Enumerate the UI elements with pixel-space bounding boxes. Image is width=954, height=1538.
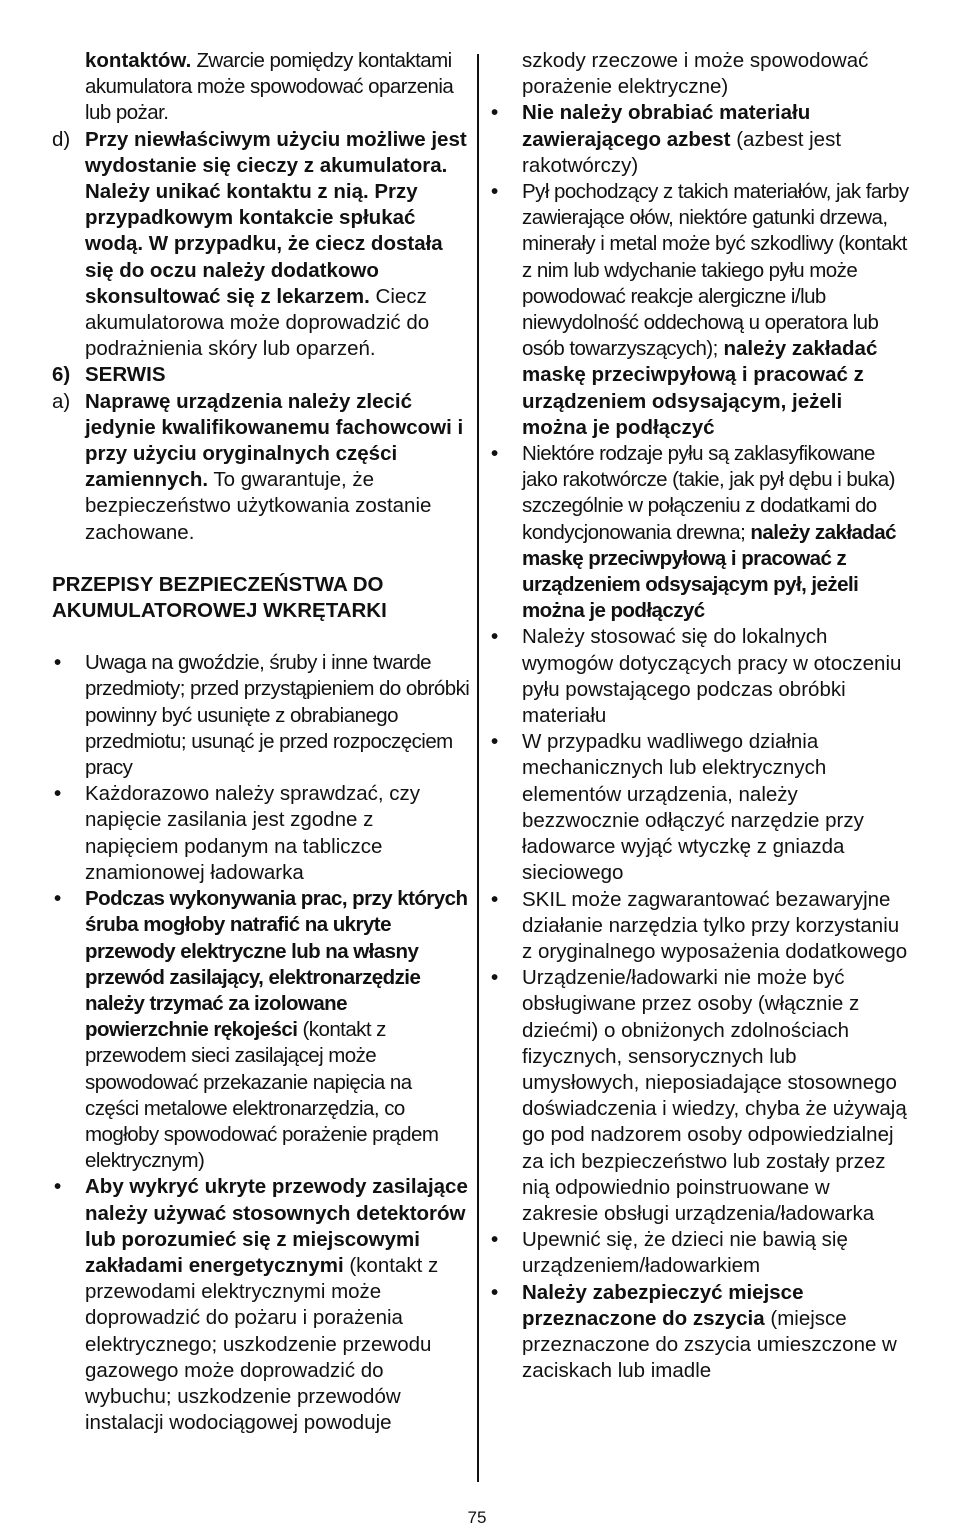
- body-text: W przypadku wadliwego działnia mechanicznych lub elektrycznych elementów urządzenia, należy bezzwocznie odłączyć narzędzie przy ładowarce wyjąć wtyczkę z gniazda sieciowego: [522, 730, 864, 885]
- list-item: [489, 179, 909, 441]
- body-text: Upewnić się, że dzieci nie bawią się urządzeniem/ładowarkiem: [522, 1228, 848, 1278]
- body-text: Pył pochodzący z takich materiałów, jak farby zawierające ołów, niektóre gatunki drzewa, minerały i metal może być szkodliwy (kontakt z nim lub wdychanie takiego pyłu może powodować reakcje alergiczne i/lub niewydolność oddechową u operatora lub osób towarzyszących);: [522, 180, 909, 361]
- body-text: SKIL może zagwarantować bezawaryjne działanie narzędzia tylko przy korzystaniu z oryginalnego wyposażenia dodatkowego: [522, 887, 908, 963]
- body-text: (miejsce przeznaczone do zszycia umieszczone w zaciskach lub imadle: [522, 1306, 897, 1383]
- body-text: To gwarantuje, że bezpieczeństwo użytkowania zostanie zachowane.: [85, 468, 432, 544]
- bullet-marker: •: [54, 887, 62, 911]
- paragraph-continued: [489, 48, 909, 100]
- bold-text: należy zakładać maskę przeciwpyłową i pracować z urządzeniem odsysającym pył, jeżeli można je podłączyć: [522, 520, 897, 623]
- body-text: (kontakt z przewodami elektrycznymi może doprowadzić do pożaru i porażenia elektrycznego; uszkodzenie przewodu gazowego może doprowadzić do wybuchu; uszkodzenie przewodów instalacji wodociągowej powoduje: [85, 1253, 439, 1435]
- bold-text: Naprawę urządzenia należy zlecić jedynie kwalifikowanemu fachowcowi i przy użyciu oryginalnych części zamiennych.: [85, 389, 464, 492]
- left-column: [52, 48, 470, 1436]
- body-text: Urządzenie/ładowarki nie może być obsługiwane przez osoby (włącznie z dziećmi) o obniżonych zdolnościach fizycznych, sensorycznych lub umysłowych, nieposiadające stosownego doświadczenia i wiedzy, chyba że używają go pod nadzorem osoby odpowiedzialnej za ich bezpieczeństwo lub zostały przez nią odpowiednio poinstruowane w zakresie obsługi urządzenia/ładowarka: [522, 966, 907, 1225]
- bullet-marker: •: [491, 966, 499, 990]
- body-text: szkody rzeczowe i może spowodować porażenie elektryczne): [522, 49, 869, 99]
- bold-text: Nie należy obrabiać materiału zawierającego azbest: [522, 101, 811, 151]
- list-item: [489, 965, 909, 1227]
- bullet-marker: •: [54, 1175, 62, 1199]
- bullet-marker: •: [54, 651, 62, 675]
- bold-text: Aby wykryć ukryte przewody zasilające należy używać stosownych detektorów lub porozumieć się z miejscowymi zakładami energetycznymi: [85, 1175, 468, 1277]
- list-item: [489, 1227, 909, 1279]
- list-item: [52, 650, 470, 781]
- body-text: (kontakt z przewodem sieci zasilającej może spowodować przekazanie napięcia na części metalowe elektronarzędzia, co mogłoby spowodować porażenie prądem elektrycznym): [85, 1018, 439, 1173]
- bullet-marker: •: [491, 1228, 499, 1252]
- body-text: Ciecz akumulatorowa może doprowadzić do podrażnienia skóry lub oparzeń.: [85, 284, 430, 361]
- column-divider: [477, 54, 479, 1482]
- page-number: 75: [467, 1508, 487, 1527]
- list-item: [489, 624, 909, 729]
- safety-heading: PRZEPISY BEZPIECZEŃSTWA DO AKUMULATOROWEJ WKRĘTARKI: [52, 572, 387, 623]
- bold-text: Należy zabezpieczyć miejsce przeznaczone do zszycia: [522, 1280, 804, 1330]
- list-item: [52, 886, 470, 1174]
- bullet-marker: •: [491, 180, 499, 204]
- body-text: Niektóre rodzaje pyłu są zaklasyfikowane jako rakotwórcze (takie, jak pył dębu i buka) szczególnie w połączeniu z dodatkami do kondycjonowania drewna;: [522, 442, 895, 544]
- list-item: [489, 1280, 909, 1385]
- paragraph-contacts-continued: [52, 48, 470, 127]
- list-item-d: [52, 127, 470, 363]
- list-item: [489, 887, 909, 966]
- bullet-marker: •: [54, 782, 62, 806]
- section-6-heading: [52, 362, 470, 388]
- bullet-marker: •: [491, 625, 499, 649]
- bold-text: Podczas wykonywania prac, przy których śruba mogłoby natrafić na ukryte przewody elektryczne lub na własny przewód zasilający, elektronarzędzie należy trzymać za izolowane powierzchnie rękojeści: [85, 887, 468, 1042]
- body-text: Każdorazowo należy sprawdzać, czy napięcie zasilania jest zgodne z napięciem podanym na tabliczce znamionowej ładowarka: [85, 782, 420, 884]
- body-text: Zwarcie pomiędzy kontaktami akumulatora może spowodować oparzenia lub pożar.: [85, 49, 454, 125]
- body-text: Należy stosować się do lokalnych wymogów dotyczących pracy w otoczeniu pyłu powstającego podczas obróbki materiału: [522, 625, 902, 728]
- list-item: [52, 781, 470, 886]
- bold-text: Przy niewłaściwym użyciu możliwe jest wydostanie się cieczy z akumulatora. Należy unikać kontaktu z nią. Przy przypadkowym kontakcie spłukać wodą. W przypadku, że ciecz dostała się do oczu należy dodatkowo skonsultować się z lekarzem.: [85, 127, 467, 308]
- list-marker: a): [52, 389, 71, 413]
- bold-text: kontaktów.: [85, 49, 192, 72]
- list-item-a: [52, 389, 470, 546]
- body-text: Uwaga na gwoździe, śruby i inne twarde przedmioty; przed przystąpieniem do obróbki powinny być usunięte z obrabianego przedmiotu; usunąć je przed rozpoczęciem pracy: [85, 651, 470, 780]
- bullet-marker: •: [491, 101, 499, 125]
- bold-text: należy zakładać maskę przeciwpyłową i pracować z urządzeniem odsysającym, jeżeli można je podłączyć: [522, 337, 878, 439]
- bullet-marker: •: [491, 887, 499, 911]
- body-text: (azbest jest rakotwórczy): [522, 127, 842, 177]
- bullet-marker: •: [491, 730, 499, 754]
- list-item: [489, 729, 909, 886]
- bullet-marker: •: [491, 442, 499, 466]
- right-column: [489, 48, 909, 1384]
- list-item: [52, 1174, 470, 1436]
- list-item: [489, 441, 909, 624]
- list-marker: d): [52, 127, 71, 151]
- list-item: [489, 100, 909, 179]
- bullet-marker: •: [491, 1280, 499, 1304]
- section-title: SERWIS: [85, 363, 166, 387]
- section-number: 6): [52, 363, 71, 387]
